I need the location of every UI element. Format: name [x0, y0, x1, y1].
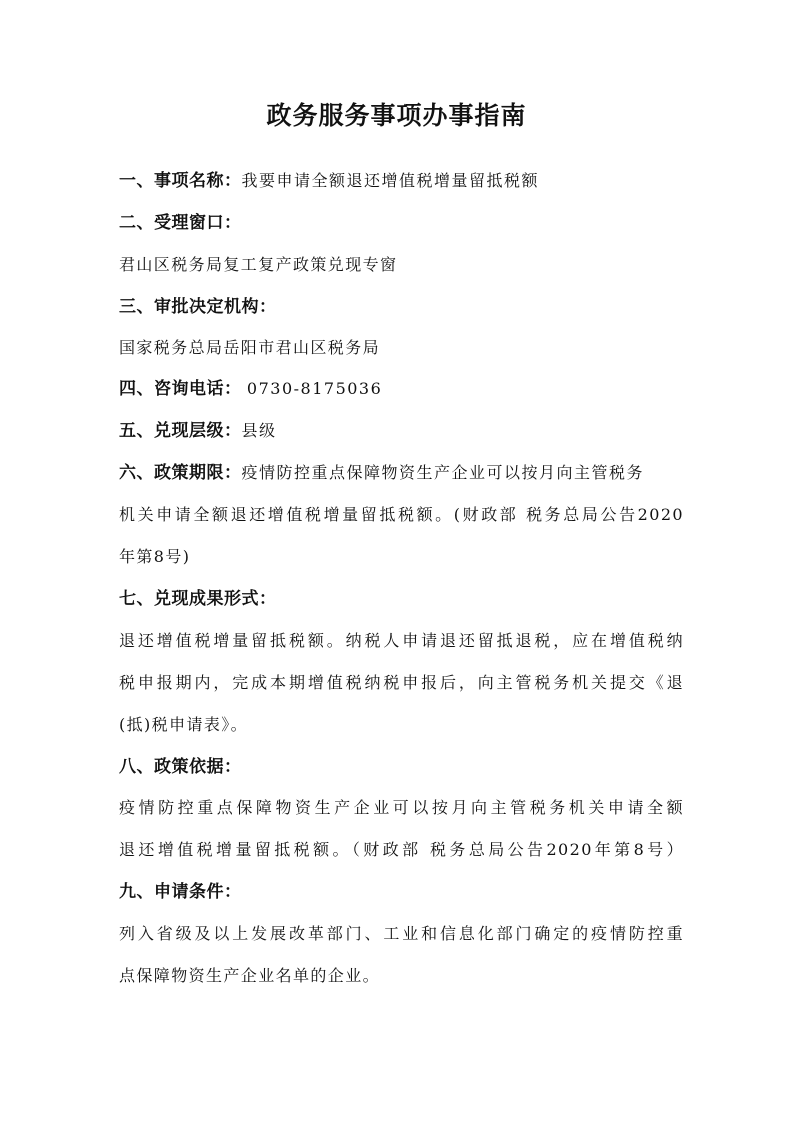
period-line-3: 年第8号): [119, 547, 191, 566]
phone-label: 四、咨询电话：: [119, 379, 242, 399]
window-label: 二、受理窗口：: [119, 213, 242, 233]
conditions-line-1: 列入省级及以上发展改革部门、工业和信息化部门确定的疫情防控重: [119, 924, 684, 943]
form-line-2: 税申报期内，完成本期增值税纳税申报后，向主管税务机关提交《退: [119, 673, 684, 692]
period-line-1: 疫情防控重点保障物资生产企业可以按月向主管税务: [241, 463, 645, 482]
basis-label: 八、政策依据：: [119, 757, 242, 777]
form-heading: [119, 588, 684, 610]
conditions-line-2: 点保障物资生产企业名单的企业。: [119, 966, 381, 985]
authority-value: 国家税务总局岳阳市君山区税务局: [119, 338, 381, 357]
period-line-2: 机关申请全额退还增值税增量留抵税额。(财政部 税务总局公告2020: [119, 505, 684, 524]
conditions-heading: [119, 881, 684, 903]
window-heading: [119, 212, 684, 234]
basis-line-2: 退还增值税增量留抵税额。（财政部 税务总局公告2020年第8号）: [119, 840, 684, 859]
phone-value: 0730-8175036: [246, 379, 383, 398]
level-value: 县级: [241, 421, 277, 440]
period-label: 六、政策期限：: [119, 463, 242, 483]
conditions-label: 九、申请条件：: [119, 882, 242, 902]
authority-label: 三、审批决定机构：: [119, 297, 277, 317]
document-title: 政务服务事项办事指南: [266, 101, 527, 130]
item-name-label: 一、事项名称：: [119, 171, 242, 191]
level-row: [119, 420, 684, 442]
period-row: [119, 462, 684, 484]
basis-heading: [119, 756, 684, 778]
basis-line-1: 疫情防控重点保障物资生产企业可以按月向主管税务机关申请全额: [119, 798, 684, 817]
authority-heading: [119, 296, 684, 318]
form-line-3: (抵)税申请表》。: [119, 715, 249, 734]
window-value: 君山区税务局复工复产政策兑现专窗: [119, 255, 398, 274]
phone-row: [119, 378, 684, 400]
item-name-value: 我要申请全额退还增值税增量留抵税额: [241, 171, 540, 190]
form-label: 七、兑现成果形式：: [119, 589, 277, 609]
level-label: 五、兑现层级：: [119, 421, 242, 441]
form-line-1: 退还增值税增量留抵税额。纳税人申请退还留抵退税，应在增值税纳: [119, 631, 684, 650]
item-name-row: [119, 170, 684, 192]
